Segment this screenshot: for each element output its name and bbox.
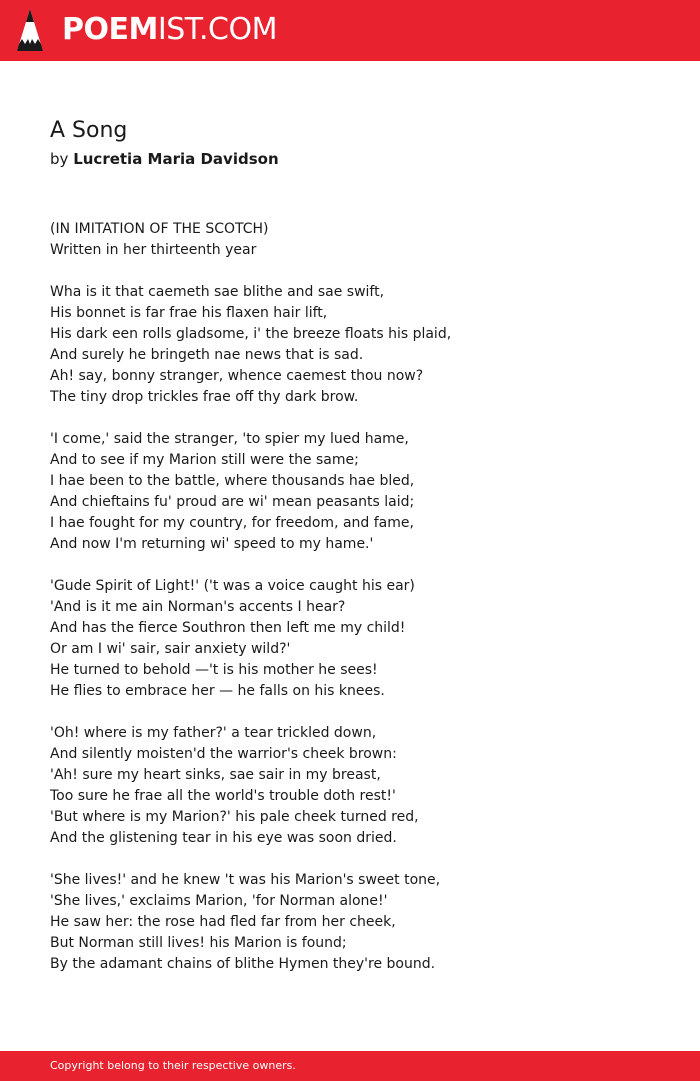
poem-line: But Norman still lives! his Marion is found; [50, 935, 347, 951]
poem-line: 'But where is my Marion?' his pale cheek turned red, [50, 809, 419, 825]
stanza-gap [50, 849, 670, 870]
poem-line: And has the fierce Southron then left me my child! [50, 620, 406, 636]
byline [50, 149, 279, 169]
poem-line: I hae been to the battle, where thousands hae bled, [50, 473, 415, 489]
poem-line: He turned to behold —'t is his mother he sees! [50, 662, 378, 678]
poem-title: A Song [50, 118, 128, 143]
poem-line: 'Oh! where is my father?' a tear trickled down, [50, 725, 377, 741]
pencil-icon[interactable] [17, 9, 43, 51]
stanza-gap [50, 555, 670, 576]
poem-line: And now I'm returning wi' speed to my hame.' [50, 536, 374, 552]
poem-line: And surely he bringeth nae news that is sad. [50, 347, 364, 363]
poem-line: And silently moisten'd the warrior's cheek brown: [50, 746, 397, 762]
by-label: by [50, 150, 69, 168]
poem-line: Or am I wi' sair, sair anxiety wild?' [50, 641, 291, 657]
poem-line: His dark een rolls gladsome, i' the breeze floats his plaid, [50, 326, 452, 342]
poem-line: 'Gude Spirit of Light!' ('t was a voice caught his ear) [50, 578, 415, 594]
poem-line: 'I come,' said the stranger, 'to spier my lued hame, [50, 431, 409, 447]
poem-line: 'She lives!' and he knew 't was his Marion's sweet tone, [50, 872, 441, 888]
site-logo[interactable] [62, 12, 277, 48]
poem-line: The tiny drop trickles frae off thy dark brow. [50, 389, 359, 405]
poem-line: Too sure he frae all the world's trouble doth rest!' [50, 788, 396, 804]
poem-line: And to see if my Marion still were the same; [50, 452, 359, 468]
poem-line: He saw her: the rose had fled far from her cheek, [50, 914, 396, 930]
copyright-text: Copyright belong to their respective owners. [50, 1059, 296, 1072]
poem-line: 'She lives,' exclaims Marion, 'for Norman alone!' [50, 893, 388, 909]
site-header [0, 0, 700, 61]
poem-line: His bonnet is far frae his flaxen hair lift, [50, 305, 328, 321]
poem-line: And the glistening tear in his eye was soon dried. [50, 830, 397, 846]
poem-line: He flies to embrace her — he falls on his knees. [50, 683, 385, 699]
logo-light-text: IST.COM [157, 12, 277, 47]
author-name: Lucretia Maria Davidson [73, 150, 279, 168]
poem-line: (IN IMITATION OF THE SCOTCH) [50, 221, 269, 237]
poem-line: Written in her thirteenth year [50, 242, 257, 258]
poem-line: 'And is it me ain Norman's accents I hear? [50, 599, 346, 615]
stanza-gap [50, 408, 670, 429]
poem-line: I hae fought for my country, for freedom, and fame, [50, 515, 414, 531]
logo-bold-text: POEM [62, 12, 158, 47]
stanza-gap [50, 261, 670, 282]
poem-body [50, 219, 670, 975]
poem-line: By the adamant chains of blithe Hymen they're bound. [50, 956, 436, 972]
poem-line: And chieftains fu' proud are wi' mean peasants laid; [50, 494, 415, 510]
poem-line: Wha is it that caemeth sae blithe and sae swift, [50, 284, 385, 300]
poem-line: 'Ah! sure my heart sinks, sae sair in my breast, [50, 767, 381, 783]
site-footer [0, 1051, 700, 1081]
poem-line: Ah! say, bonny stranger, whence caemest thou now? [50, 368, 424, 384]
stanza-gap [50, 702, 670, 723]
